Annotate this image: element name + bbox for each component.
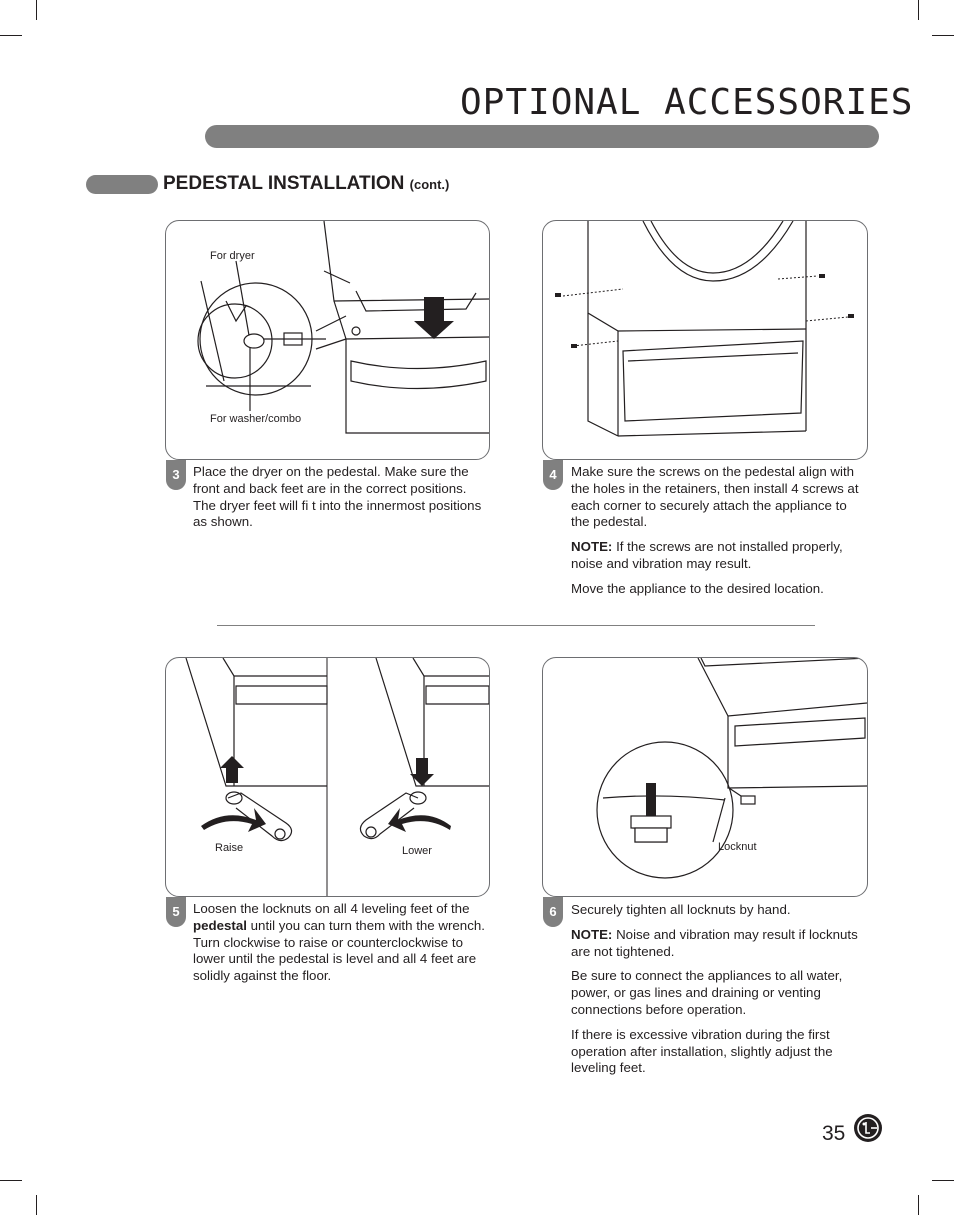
step-5-text <box>193 901 485 993</box>
section-title-text: PEDESTAL INSTALLATION <box>163 173 405 194</box>
label-raise: Raise <box>215 842 244 854</box>
step-3-text <box>193 464 483 539</box>
step-5-paragraph <box>193 901 485 985</box>
locknut-illustration <box>543 658 867 896</box>
label-for-dryer: For dryer <box>210 250 255 262</box>
figure-step-5 <box>165 657 490 897</box>
step-5-text-before: Loosen the locknuts on all 4 leveling feet of the <box>193 901 470 916</box>
step-number-3: 3 <box>166 460 186 490</box>
leveling-feet-wrench-illustration <box>166 658 489 896</box>
figure-step-4 <box>542 220 868 460</box>
step-5-text-bold: pedestal <box>193 917 247 933</box>
page-number: 35 <box>822 1122 846 1145</box>
step-3-paragraph: Place the dryer on the pedestal. Make sure the front and back feet are in the correct positions. The dryer feet will fi t into the innermost positions as shown. <box>193 464 482 530</box>
crop-mark <box>918 1195 919 1215</box>
step-6-extra-2: If there is excessive vibration during the first operation after installation, slightly adjust the leveling feet. <box>571 1026 833 1076</box>
title-bar <box>205 125 879 148</box>
step-4-note <box>571 539 866 573</box>
label-locknut: Locknut <box>718 841 757 853</box>
crop-mark <box>36 0 37 20</box>
step-number-4: 4 <box>543 460 563 490</box>
step-6-text <box>571 902 861 1085</box>
note-text: If the screws are not installed properly, noise and vibration may result. <box>571 539 843 571</box>
section-cont: (cont.) <box>409 177 450 192</box>
step-4-extra: Move the appliance to the desired location. <box>571 580 824 596</box>
step-number-5: 5 <box>166 897 186 927</box>
label-lower: Lower <box>402 845 432 857</box>
crop-mark <box>36 1195 37 1215</box>
section-divider <box>217 625 815 626</box>
label-for-washer: For washer/combo <box>210 413 302 425</box>
section-pill <box>86 175 158 194</box>
step-4-text <box>571 464 866 606</box>
note-text: Noise and vibration may result if locknuts are not tightened. <box>571 926 858 959</box>
lg-logo-icon <box>853 1113 883 1143</box>
step-4-paragraph: Make sure the screws on the pedestal align with the holes in the retainers, then install 4 screws at each corner to securely attach the appliance to the pedestal. <box>571 464 859 530</box>
step-number-6: 6 <box>543 897 563 927</box>
crop-mark <box>0 35 22 36</box>
crop-mark <box>932 1180 954 1181</box>
figure-step-6 <box>542 657 868 897</box>
note-label: NOTE: <box>571 539 613 555</box>
screws-install-illustration <box>543 221 867 459</box>
step-6-note <box>571 927 861 961</box>
crop-mark <box>0 1180 22 1181</box>
crop-mark <box>918 0 919 20</box>
section-title <box>163 173 449 195</box>
note-label: NOTE: <box>571 926 613 942</box>
step-5-text-after: until you can turn them with the wrench. Turn clockwise to raise or counterclockwise to lower until the pedestal is level and all 4 feet are solidly against the floor. <box>193 917 485 984</box>
crop-mark <box>932 35 954 36</box>
page-title: OPTIONAL ACCESSORIES <box>460 82 914 123</box>
step-6-extra-1: Be sure to connect the appliances to all water, power, or gas lines and draining or venting connections before operation. <box>571 968 843 1017</box>
figure-step-3 <box>165 220 490 460</box>
step-6-paragraph: Securely tighten all locknuts by hand. <box>571 902 791 917</box>
